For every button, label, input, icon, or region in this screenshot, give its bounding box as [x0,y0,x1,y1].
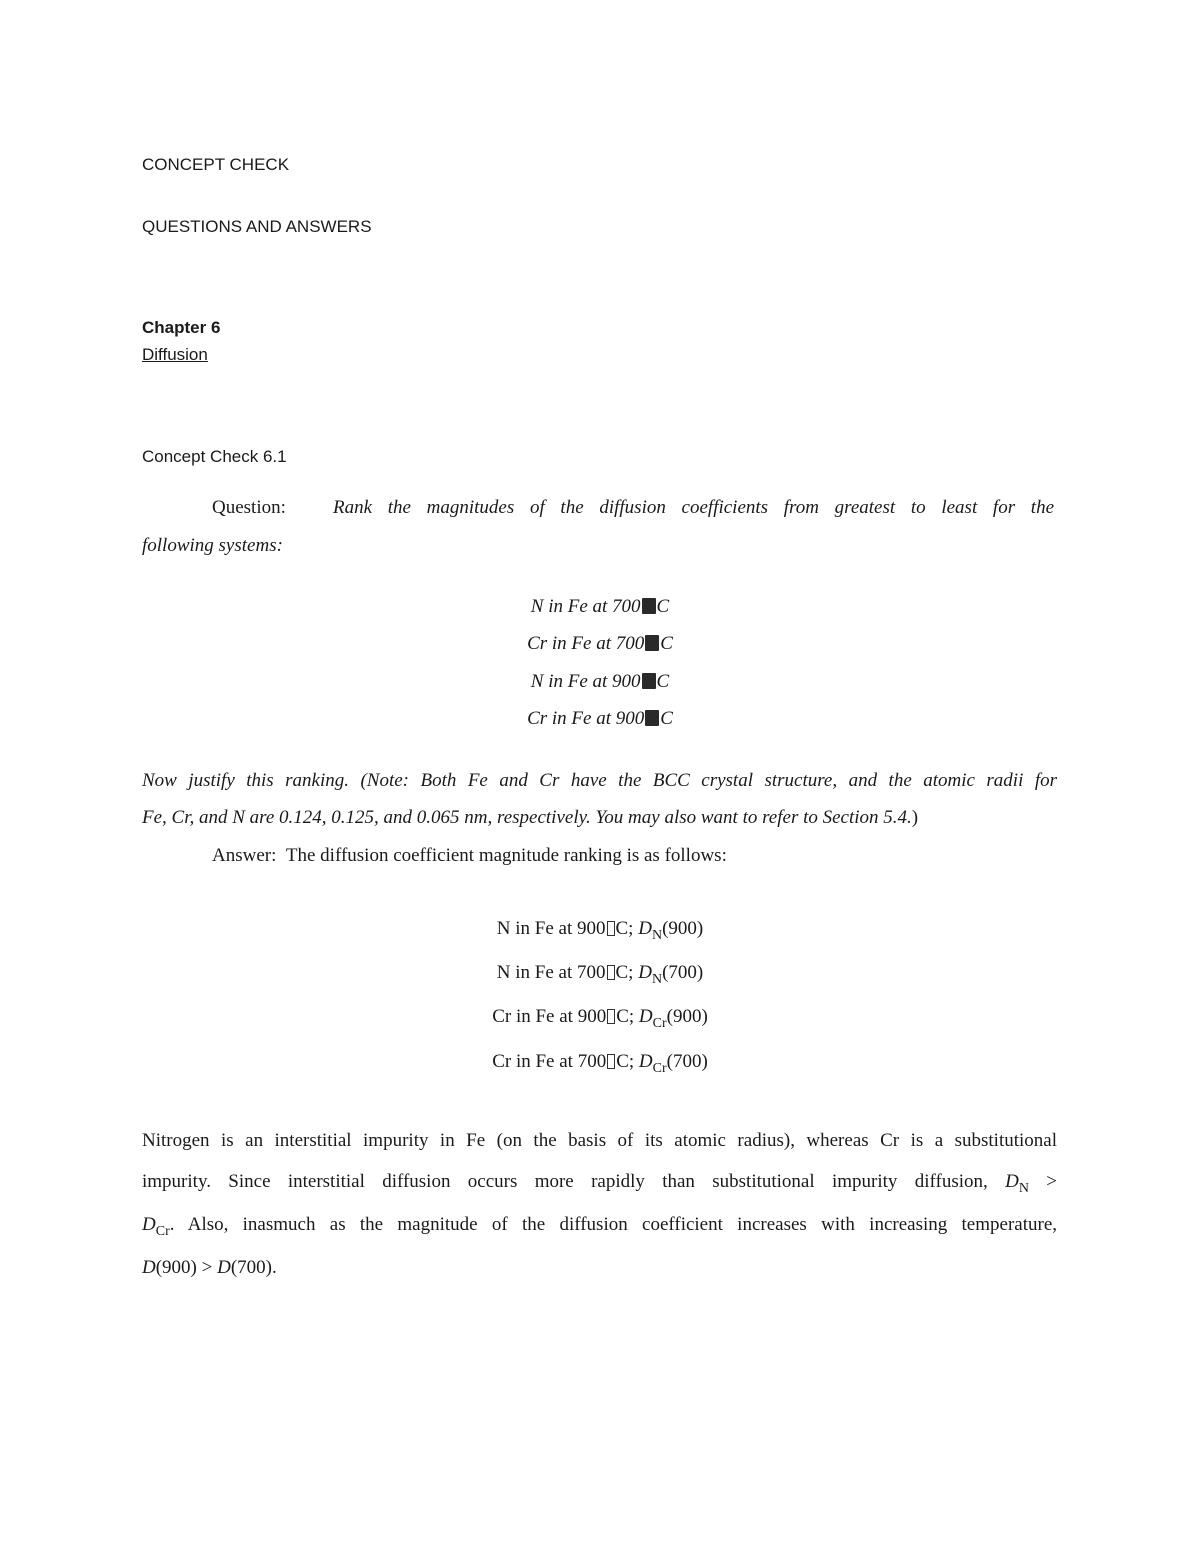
degree-box-icon [607,1054,615,1069]
ranking-unit: C; [616,1051,635,1072]
chapter-title: Chapter 6 [142,318,221,337]
ranking-d: D [638,1051,653,1072]
question-text-1: Rank the magnitudes of the diffusion coefficients from greatest to least for the [333,497,1055,518]
section-title: Concept Check 6.1 [142,447,287,466]
ranking-item [142,918,1058,943]
explanation-line-3 [142,1214,1057,1239]
ranking-unit: C; [616,1006,635,1027]
explanation-text: (700). [230,1257,277,1278]
system-text: N in Fe at 700 [530,596,641,617]
system-unit: C [660,633,673,654]
justify-close-paren: ) [911,807,919,828]
degree-symbol-icon [642,598,656,614]
degree-symbol-icon [645,635,659,651]
explanation-text: . Also, inasmuch as the magnitude of the diffusion coefficient increases with increasing temperature, [169,1214,1057,1235]
degree-box-icon [607,965,615,980]
ranking-arg: (900) [662,918,704,939]
ranking-unit: C; [615,962,634,983]
ranking-sub: Cr [652,1016,667,1031]
system-item [142,671,1058,693]
system-text: Cr in Fe at 900 [527,708,645,729]
degree-box-icon [607,921,615,936]
system-unit: C [656,671,670,692]
explanation-d: D [142,1214,156,1235]
explanation-line-1: Nitrogen is an interstitial impurity in Fe (on the basis of its atomic radius), whereas Cr is a substitutional [142,1130,1057,1151]
answer-label: Answer: [212,845,277,866]
question-line-1 [142,497,1054,519]
explanation-d: D [217,1257,231,1278]
justify-text: Fe, Cr, and N are 0.124, 0.125, and 0.065 nm, respectively. You may also want to refer to Section 5.4. [142,807,912,828]
ranking-unit: C; [615,918,634,939]
ranking-arg: (900) [666,1006,708,1027]
explanation-sub: Cr [155,1224,170,1239]
ranking-item [142,1006,1058,1031]
ranking-item [142,1051,1058,1076]
answer-line [142,845,1057,867]
ranking-d: D [638,962,652,983]
question-label: Question: [212,497,286,518]
explanation-d: D [142,1257,156,1278]
answer-intro: The diffusion coefficient magnitude ranking is as follows: [285,845,727,866]
system-unit: C [656,596,670,617]
explanation-d: D [1005,1171,1019,1192]
justify-line-1: Now justify this ranking. (Note: Both Fe and Cr have the BCC crystal structure, and the atomic radii for [142,770,1057,791]
ranking-text: N in Fe at 900 [496,918,606,939]
ranking-sub: Cr [652,1061,667,1076]
explanation-line-2 [142,1171,1057,1196]
ranking-text: N in Fe at 700 [496,962,606,983]
degree-symbol-icon [645,710,659,726]
explanation-sub: N [1018,1181,1029,1196]
header-concept-check: CONCEPT CHECK [142,155,290,174]
system-item [142,708,1058,730]
ranking-item [142,962,1058,987]
ranking-sub: N [651,928,663,943]
ranking-arg: (700) [662,962,704,983]
system-text: N in Fe at 900 [530,671,641,692]
system-unit: C [660,708,673,729]
explanation-gt: > [1046,1171,1057,1192]
degree-symbol-icon [642,673,656,689]
degree-box-icon [607,1009,615,1024]
explanation-text: (900) > [155,1257,213,1278]
ranking-text: Cr in Fe at 700 [492,1051,607,1072]
header-questions-answers: QUESTIONS AND ANSWERS [142,217,372,236]
system-text: Cr in Fe at 700 [527,633,645,654]
system-item [142,633,1058,655]
system-item [142,596,1058,618]
ranking-sub: N [651,972,663,987]
question-line-2: following systems: [142,535,283,556]
ranking-arg: (700) [666,1051,708,1072]
explanation-line-4 [142,1257,1057,1279]
explanation-text: impurity. Since interstitial diffusion occurs more rapidly than substitutional impurity diffusion, [142,1171,988,1192]
ranking-text: Cr in Fe at 900 [492,1006,607,1027]
ranking-d: D [638,918,652,939]
justify-line-2 [142,807,1057,829]
ranking-d: D [638,1006,653,1027]
chapter-subtitle: Diffusion [142,345,208,364]
